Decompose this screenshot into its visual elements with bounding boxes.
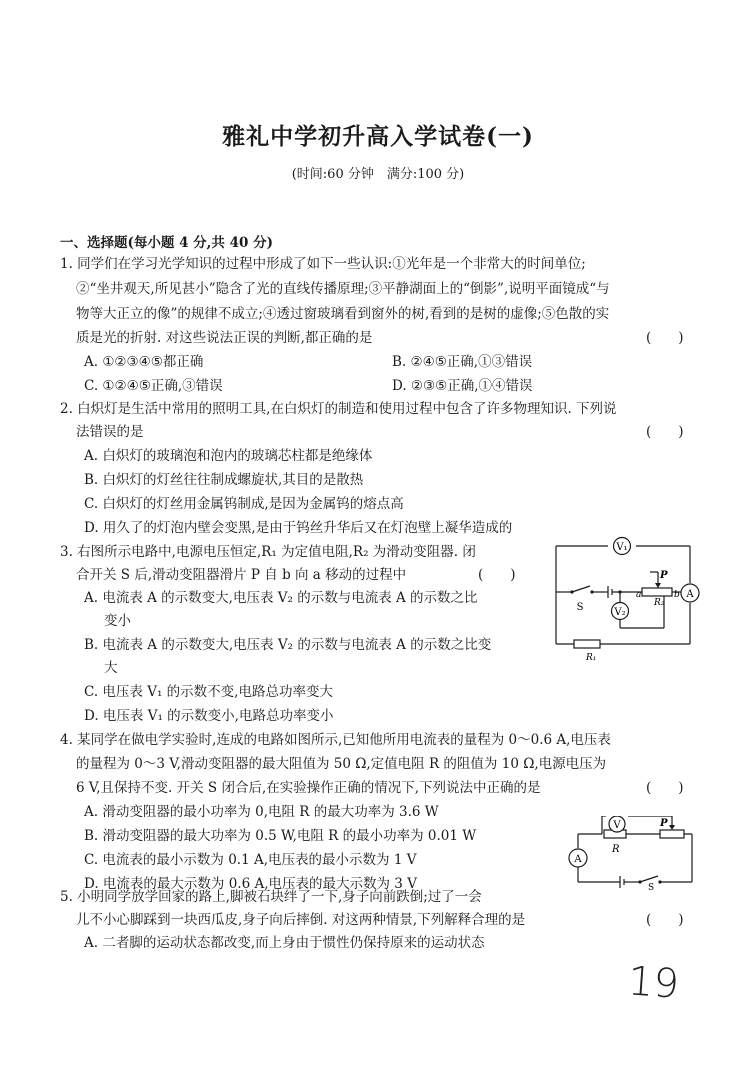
- q4-label-p: P: [660, 818, 668, 829]
- handwritten-page-number: 19: [626, 958, 681, 1008]
- q3-option-b-cont: 大: [104, 660, 118, 676]
- q3-rheostat-r2: [642, 588, 672, 596]
- q1-line-3: 物等大正立的像”的规律不成立;④透过窗玻璃看到窗外的树,看到的是树的虚像;⑤色散的实: [76, 306, 610, 322]
- q2-option-d: D. 用久了的灯泡内壁会变黑,是由于钨丝升华后又在灯泡壁上凝华造成的: [84, 520, 513, 536]
- q1-option-c: C. ①②④⑤正确,③错误: [84, 378, 223, 394]
- q4-label-s: S: [648, 883, 655, 890]
- q3-label-r2: R₂: [654, 598, 665, 608]
- q3-option-d: D. 电压表 V₁ 的示数变小,电路总功率变小: [84, 708, 334, 724]
- q3-label-v2: V₂: [614, 607, 626, 618]
- section-heading-choice: 一、选择题(每小题 4 分,共 40 分): [60, 235, 273, 251]
- q2-line-1: 2. 白炽灯是生活中常用的照明工具,在白炽灯的制造和使用过程中包含了许多物理知识. 下列说: [60, 401, 617, 417]
- q2-option-c: C. 白炽灯的灯丝用金属钨制成,是因为金属钨的熔点高: [84, 496, 404, 512]
- q3-line-2: 合开关 S 后,滑动变阻器滑片 P 自 b 向 a 移动的过程中: [76, 567, 407, 583]
- q5-option-a: A. 二者脚的运动状态都改变,而上身由于惯性仍保持原来的运动状态: [84, 935, 485, 951]
- q3-option-a: A. 电流表 A 的示数变大,电压表 V₂ 的示数与电流表 A 的示数之比: [84, 590, 478, 606]
- q3-circuit-diagram: [550, 534, 710, 662]
- q3-label-a-end: a: [636, 590, 642, 600]
- q1-option-d: D. ②③⑤正确,①④错误: [392, 378, 533, 394]
- q4-line-1: 4. 某同学在做电学实验时,连成的电路如图所示,已知他所用电流表的量程为 0～0.6 A,电压表: [60, 732, 611, 748]
- q2-line-2: 法错误的是: [76, 424, 144, 440]
- q1-option-b: B. ②④⑤正确,①③错误: [392, 354, 533, 370]
- q4-label-r: R: [612, 844, 620, 855]
- q4-option-c: C. 电流表的最小示数为 0.1 A,电压表的最小示数为 1 V: [84, 852, 417, 868]
- q1-line-4: 质是光的折射. 对这些说法正误的判断,都正确的是: [76, 330, 373, 346]
- q2-answer-paren: ( ): [646, 424, 684, 440]
- q4-option-d: D. 电流表的最大示数为 0.6 A,电压表的最大示数为 3 V: [84, 876, 417, 892]
- q5-line-2: 儿不小心脚踩到一块西瓜皮,身子向后摔倒. 对这两种情景,下列解释合理的是: [76, 912, 526, 928]
- q3-option-c: C. 电压表 V₁ 的示数不变,电路总功率变大: [84, 684, 333, 700]
- q4-label-v: V: [613, 820, 621, 831]
- q1-line-2: ②“坐井观天,所见甚小”隐含了光的直线传播原理;③平静湖面上的“倒影”,说明平面镜成“与: [76, 281, 610, 297]
- q4-label-a: A: [574, 854, 582, 865]
- q5-line-1: 5. 小明同学放学回家的路上,脚被石块绊了一下,身子向前跌倒;过了一会: [60, 889, 482, 905]
- q1-line-1: 1. 同学们在学习光学知识的过程中形成了如下一些认识:①光年是一个非常大的时间单位;: [60, 256, 586, 272]
- q3-option-b: B. 电流表 A 的示数变大,电压表 V₂ 的示数与电流表 A 的示数之比变: [84, 637, 492, 653]
- q3-label-r1: R₁: [586, 653, 597, 662]
- q4-circuit-diagram: [562, 816, 698, 890]
- q3-label-b-end: b: [674, 590, 680, 600]
- q2-option-b: B. 白炽灯的灯丝往往制成螺旋状,其目的是散热: [84, 472, 364, 488]
- page-title: 雅礼中学初升高入学试卷(一): [222, 123, 534, 150]
- q2-option-a: A. 白炽灯的玻璃泡和泡内的玻璃芯柱都是绝缘体: [84, 448, 373, 464]
- q4-option-b: B. 滑动变阻器的最大功率为 0.5 W,电阻 R 的最小功率为 0.01 W: [84, 828, 477, 844]
- q4-line-3: 6 V,且保持不变. 开关 S 闭合后,在实验操作正确的情况下,下列说法中正确的是: [76, 780, 541, 796]
- q3-line-1: 3. 右图所示电路中,电源电压恒定,R₁ 为定值电阻,R₂ 为滑动变阻器. 闭: [60, 544, 476, 560]
- exam-time-score: (时间:60 分钟 满分:100 分): [291, 167, 465, 182]
- q5-answer-paren: ( ): [646, 912, 684, 928]
- q3-resistor-r1: [574, 640, 600, 648]
- q3-label-s: S: [576, 602, 584, 613]
- q3-answer-paren: ( ): [478, 567, 516, 583]
- q1-answer-paren: ( ): [646, 330, 684, 346]
- q4-line-2: 的量程为 0～3 V,滑动变阻器的最大阻值为 50 Ω,定值电阻 R 的阻值为 10 Ω,电源电压为: [76, 756, 607, 772]
- q4-rheostat: [660, 830, 684, 838]
- q4-option-a: A. 滑动变阻器的最小功率为 0,电阻 R 的最大功率为 3.6 W: [84, 804, 439, 820]
- q3-label-v1: V₁: [616, 542, 628, 553]
- q1-option-a: A. ①②③④⑤都正确: [84, 354, 204, 370]
- q3-label-p: P: [660, 570, 668, 581]
- q3-option-a-cont: 变小: [104, 613, 131, 629]
- q4-answer-paren: ( ): [646, 780, 684, 796]
- q3-label-a: A: [686, 589, 694, 600]
